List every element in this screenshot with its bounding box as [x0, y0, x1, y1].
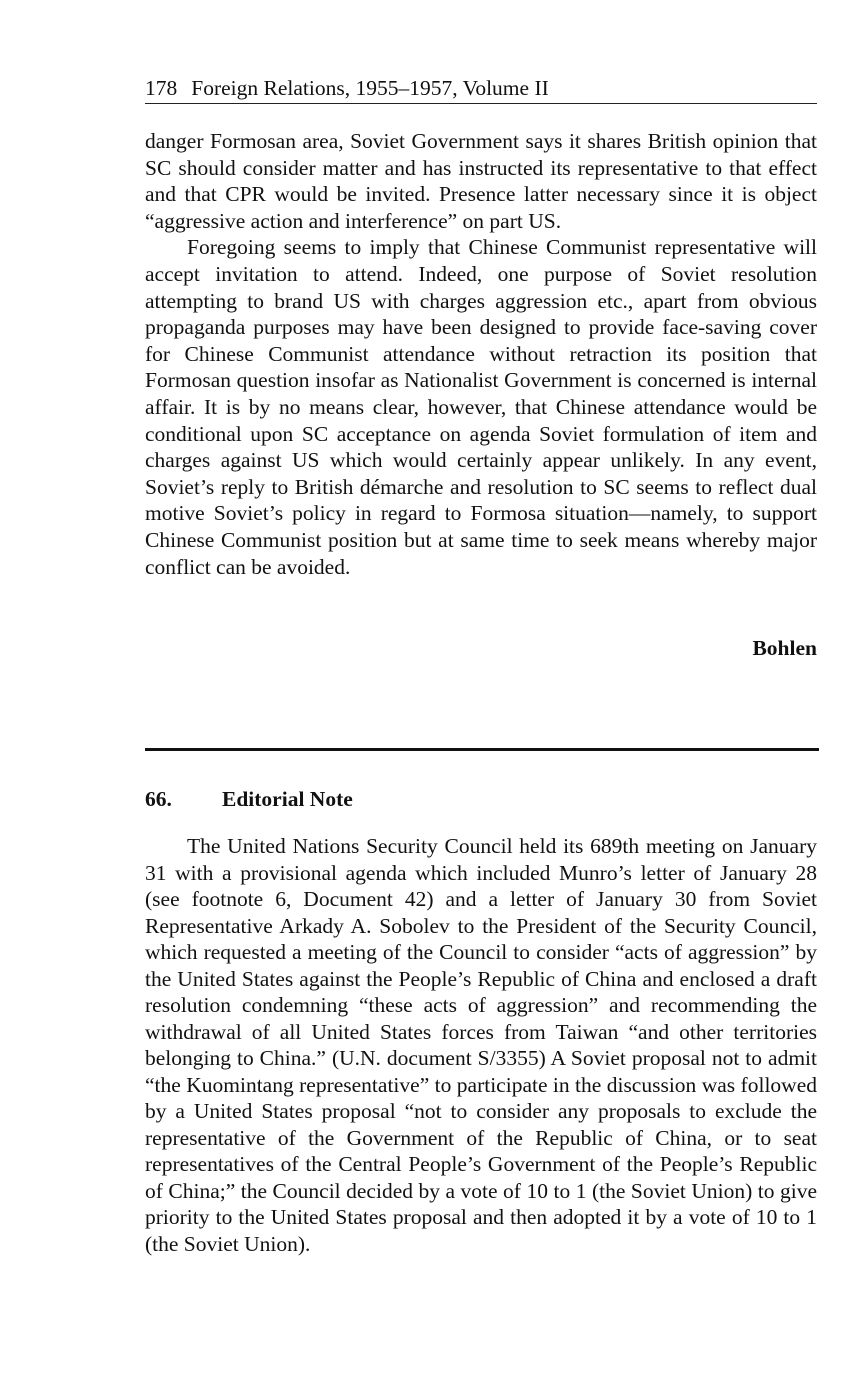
running-head — [145, 74, 817, 104]
page-number: 178 — [145, 76, 178, 100]
paragraph-continuation: danger Formosan area, Soviet Government says it shares British opinion that SC should consider matter and has instructed its representative to that effect and that CPR would be invited. Presence latter necessary since it is object “aggressive action and interference” on part US. — [145, 129, 817, 233]
section-heading — [145, 785, 353, 813]
signature: Bohlen — [752, 636, 817, 660]
paragraph: Foregoing seems to imply that Chinese Communist representative will accept invitation to attend. Indeed, one purpose of Soviet resolution attempting to brand US with charges aggression etc., apart from obvious propaganda purposes may have been designed to provide face-saving cover for Chinese Communist attendance without retraction its position that Formosan question insofar as Nationalist Government is concerned is internal affair. It is by no means clear, however, that Chinese attendance would be conditional upon SC acceptance on agenda Soviet formulation of item and charges against US which would certainly appear unlikely. In any event, Soviet’s reply to British démarche and resolution to SC seems to reflect dual motive Soviet’s policy in regard to Formosa situation—namely, to support Chinese Communist position but at same time to seek means whereby major conflict can be avoided. — [145, 235, 817, 579]
editorial-note-body — [145, 833, 817, 1257]
previous-document-end — [145, 128, 817, 580]
volume-title: Foreign Relations, 1955–1957, Volume II — [191, 76, 549, 100]
paragraph: The United Nations Security Council held its 689th meeting on January 31 with a provisional agenda which included Munro’s letter of January 28 (see footnote 6, Document 42) and a letter of January 30 from Soviet Representative Arkady A. Sobolev to the President of the Security Council, which requested a meeting of the Council to consider “acts of aggression” by the United States against the People’s Republic of China and enclosed a draft resolution condemning “these acts of aggression” and recommending the withdrawal of all United States forces from Taiwan “and other territories belonging to China.” (U.N. document S/3355) A Soviet proposal not to admit “the Kuomintang representative” to participate in the discussion was followed by a United States proposal “not to consider any proposals to exclude the representative of the Government of the Republic of China, or to seat representatives of the Central People’s Government of the People’s Republic of China;” the Council decided by a vote of 10 to 1 (the Soviet Union) to give priority to the United States proposal and then adopted it by a vote of 10 to 1 (the Soviet Union). — [145, 834, 817, 1256]
document-number: 66. — [145, 787, 172, 811]
section-divider — [145, 748, 819, 751]
document-title: Editorial Note — [222, 787, 353, 811]
